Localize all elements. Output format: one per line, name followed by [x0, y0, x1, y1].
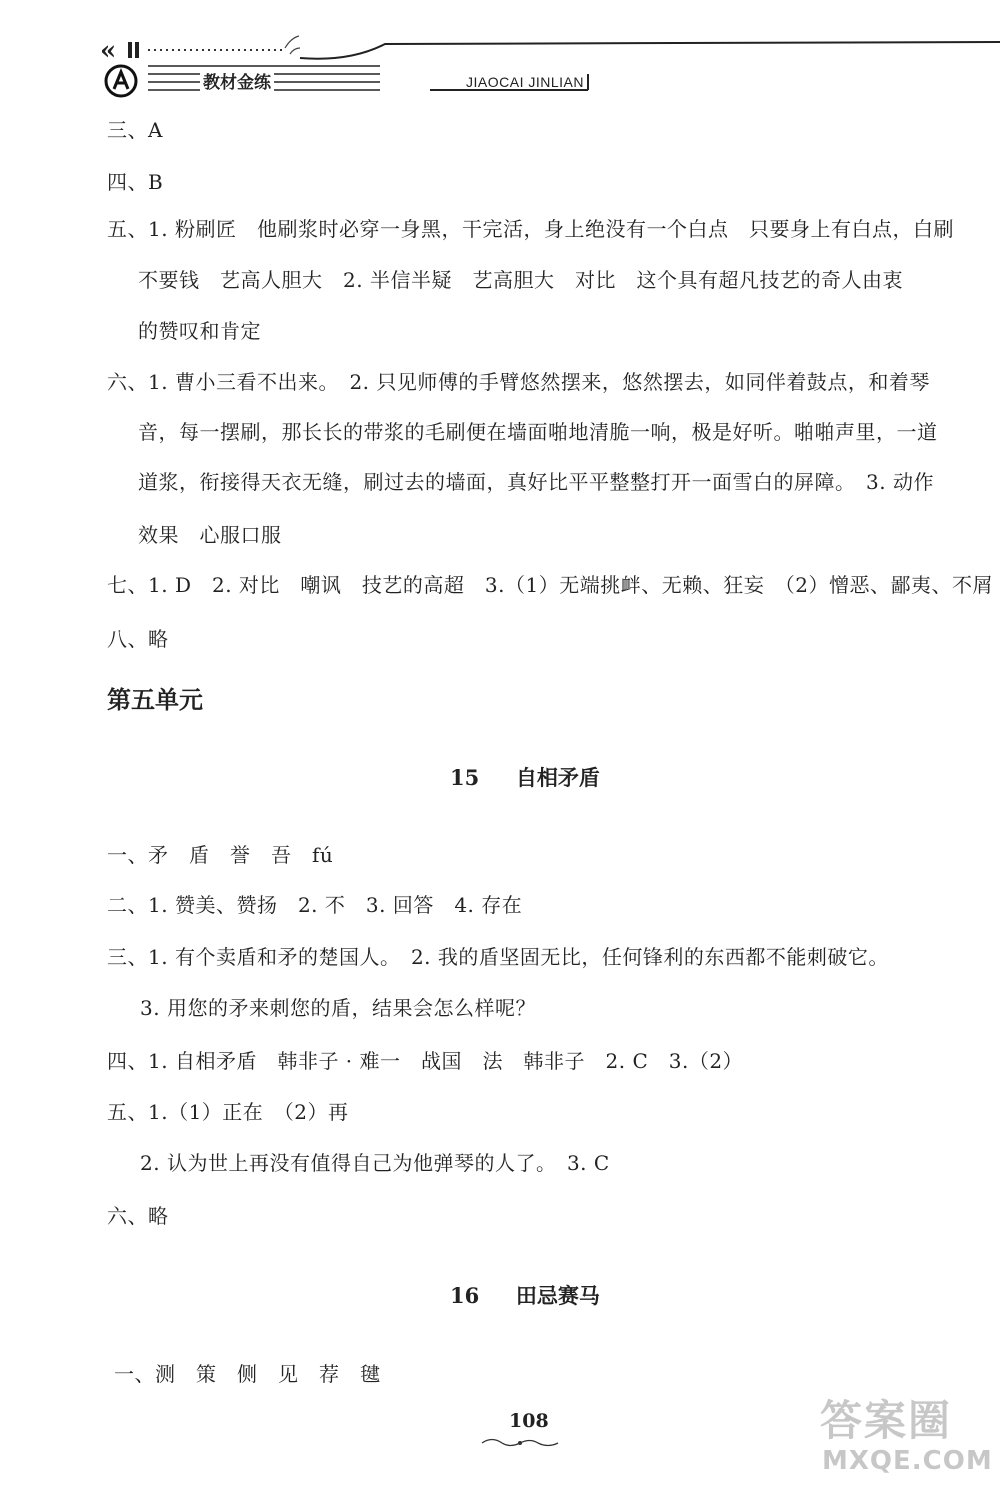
answer-line: 三、1. 有个卖盾和矛的楚国人。 2. 我的盾坚固无比，任何锋利的东西都不能刺破它。 [107, 945, 889, 969]
answer-line: 五、1.（1）正在 （2）再 [107, 1100, 349, 1124]
header-series-title: 教材金练 [200, 68, 274, 93]
answer-line: 2. 认为世上再没有值得自己为他弹琴的人了。 3. C [140, 1151, 610, 1175]
page-number: 108 [509, 1410, 549, 1432]
header-emblem-icon [104, 64, 138, 98]
answer-line: 3. 用您的矛来刺您的盾，结果会怎么样呢？ [140, 996, 536, 1020]
answer-line: 八、略 [107, 627, 169, 651]
answer-line: 六、略 [107, 1204, 169, 1228]
answer-line: 四、B [107, 170, 164, 194]
answer-line: 二、1. 赞美、赞扬 2. 不 3. 回答 4. 存在 [107, 893, 523, 917]
answer-line: 道浆，衔接得天衣无缝，刷过去的墙面，真好比平平整整打开一面雪白的屏障。 3. 动作 [138, 470, 934, 494]
answer-line: 七、1. D 2. 对比 嘲讽 技艺的高超 3.（1）无端挑衅、无赖、狂妄 （2）憎恶、鄙夷、不屑 [107, 573, 993, 597]
unit-title: 第五单元 [107, 686, 203, 714]
answer-line: 三、A [107, 118, 163, 142]
lesson-number: 15 [450, 765, 480, 790]
answer-line: 的赞叹和肯定 [138, 319, 261, 343]
answer-line: 音，每一摆刷，那长长的带浆的毛刷便在墙面啪地清脆一响，极是好听。啪啪声里，一道 [138, 420, 938, 444]
answer-line: 五、1. 粉刷匠 他刷浆时必穿一身黑，干完活，身上绝没有一个白点 只要身上有白点，白刷 [107, 217, 954, 241]
answer-line: 一、测 策 侧 见 荐 毽 [114, 1362, 381, 1386]
header-guillemet: « [100, 36, 117, 66]
header-latin-title: JIAOCAI JINLIAN [466, 74, 584, 90]
page-ornament-icon [480, 1436, 560, 1450]
answer-line: 不要钱 艺高人胆大 2. 半信半疑 艺高胆大 对比 这个具有超凡技艺的奇人由衷 [138, 268, 903, 292]
lesson-heading [450, 762, 600, 792]
lesson-title: 自相矛盾 [515, 765, 600, 790]
answer-line: 效果 心服口服 [138, 523, 282, 547]
lesson-title: 田忌赛马 [515, 1283, 600, 1308]
lesson-heading [450, 1280, 600, 1310]
watermark-logo: 答案圈 [820, 1396, 953, 1445]
answer-line: 六、1. 曹小三看不出来。 2. 只见师傅的手臂悠然摆来，悠然摆去，如同伴着鼓点，和着琴 [107, 370, 930, 394]
watermark-url: MXQE.COM [822, 1446, 993, 1476]
answer-line: 一、矛 盾 誉 吾 fú [107, 843, 334, 867]
answer-line: 四、1. 自相矛盾 韩非子 · 难一 战国 法 韩非子 2. C 3.（2） [107, 1049, 744, 1073]
lesson-number: 16 [450, 1283, 480, 1308]
